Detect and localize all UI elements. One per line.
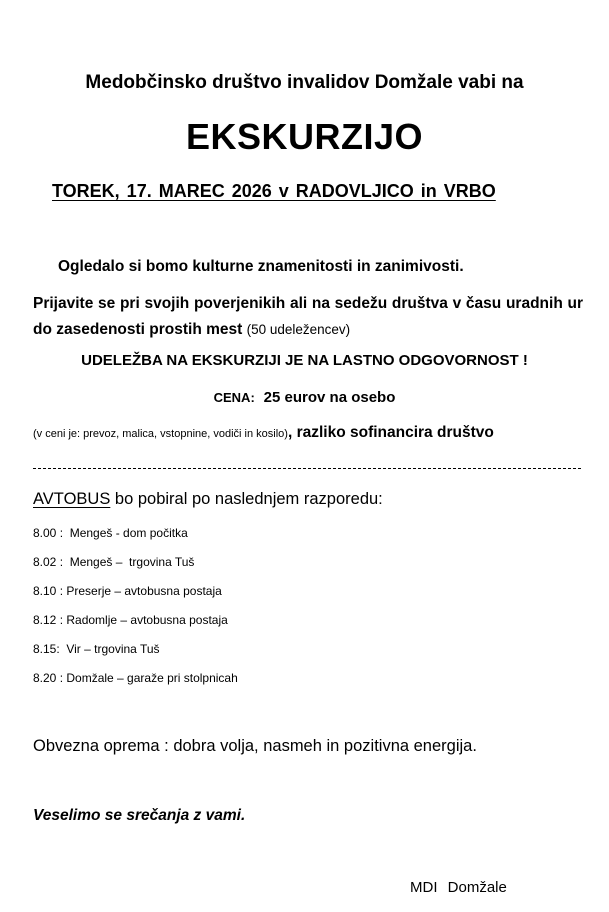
- responsibility-notice: UDELEŽBA NA EKSKURZIJI JE NA LASTNO ODGOVORNOST !: [81, 352, 528, 369]
- intro-text: Ogledalo si bomo kulturne znamenitosti in zanimivosti.: [58, 258, 464, 275]
- dashed-divider: [33, 468, 581, 469]
- price-line: [0, 389, 609, 407]
- bus-heading-text: bo pobiral po naslednjem razporedu:: [110, 490, 383, 508]
- bus-heading: [33, 490, 383, 509]
- price-includes-line: [33, 424, 494, 442]
- equipment-note: Obvezna oprema : dobra volja, nasmeh in pozitivna energija.: [33, 737, 477, 755]
- cofinance-text: , razliko sofinancira društvo: [287, 424, 494, 441]
- signup-paragraph: [33, 291, 583, 343]
- schedule-item: 8.15: Vir – trgovina Tuš: [33, 642, 160, 656]
- invite-line: Medobčinsko društvo invalidov Domžale vabi na: [85, 72, 524, 93]
- pickup-schedule: [33, 526, 238, 700]
- signup-text: Prijavite se pri svojih poverjenikih ali na sedežu društva v času uradnih ur do zasedenosti prostih mest: [33, 295, 583, 338]
- trip-date: TOREK, 17. MAREC 2026 v RADOVLJICO in VRBO: [52, 181, 496, 201]
- page-title: EKSKURZIJO: [185, 116, 424, 157]
- schedule-item: 8.10 : Preserje – avtobusna postaja: [33, 584, 222, 598]
- schedule-item: 8.02 : Mengeš – trgovina Tuš: [33, 555, 195, 569]
- signature: MDI Domžale: [410, 879, 507, 896]
- schedule-item: 8.00 : Mengeš - dom počitka: [33, 526, 188, 540]
- bus-word: AVTOBUS: [33, 490, 111, 508]
- schedule-item: 8.20 : Domžale – garaže pri stolpnicah: [33, 671, 238, 685]
- schedule-item: 8.12 : Radomlje – avtobusna postaja: [33, 613, 228, 627]
- farewell-text: Veselimo se srečanja z vami.: [33, 807, 246, 824]
- price-includes-note: (v ceni je: prevoz, malica, vstopnine, vodiči in kosilo): [33, 428, 288, 440]
- price-label: CENA:: [213, 390, 255, 405]
- price-value: 25 eurov na osebo: [263, 389, 396, 406]
- signup-capacity-note: (50 udeležencev): [246, 322, 351, 337]
